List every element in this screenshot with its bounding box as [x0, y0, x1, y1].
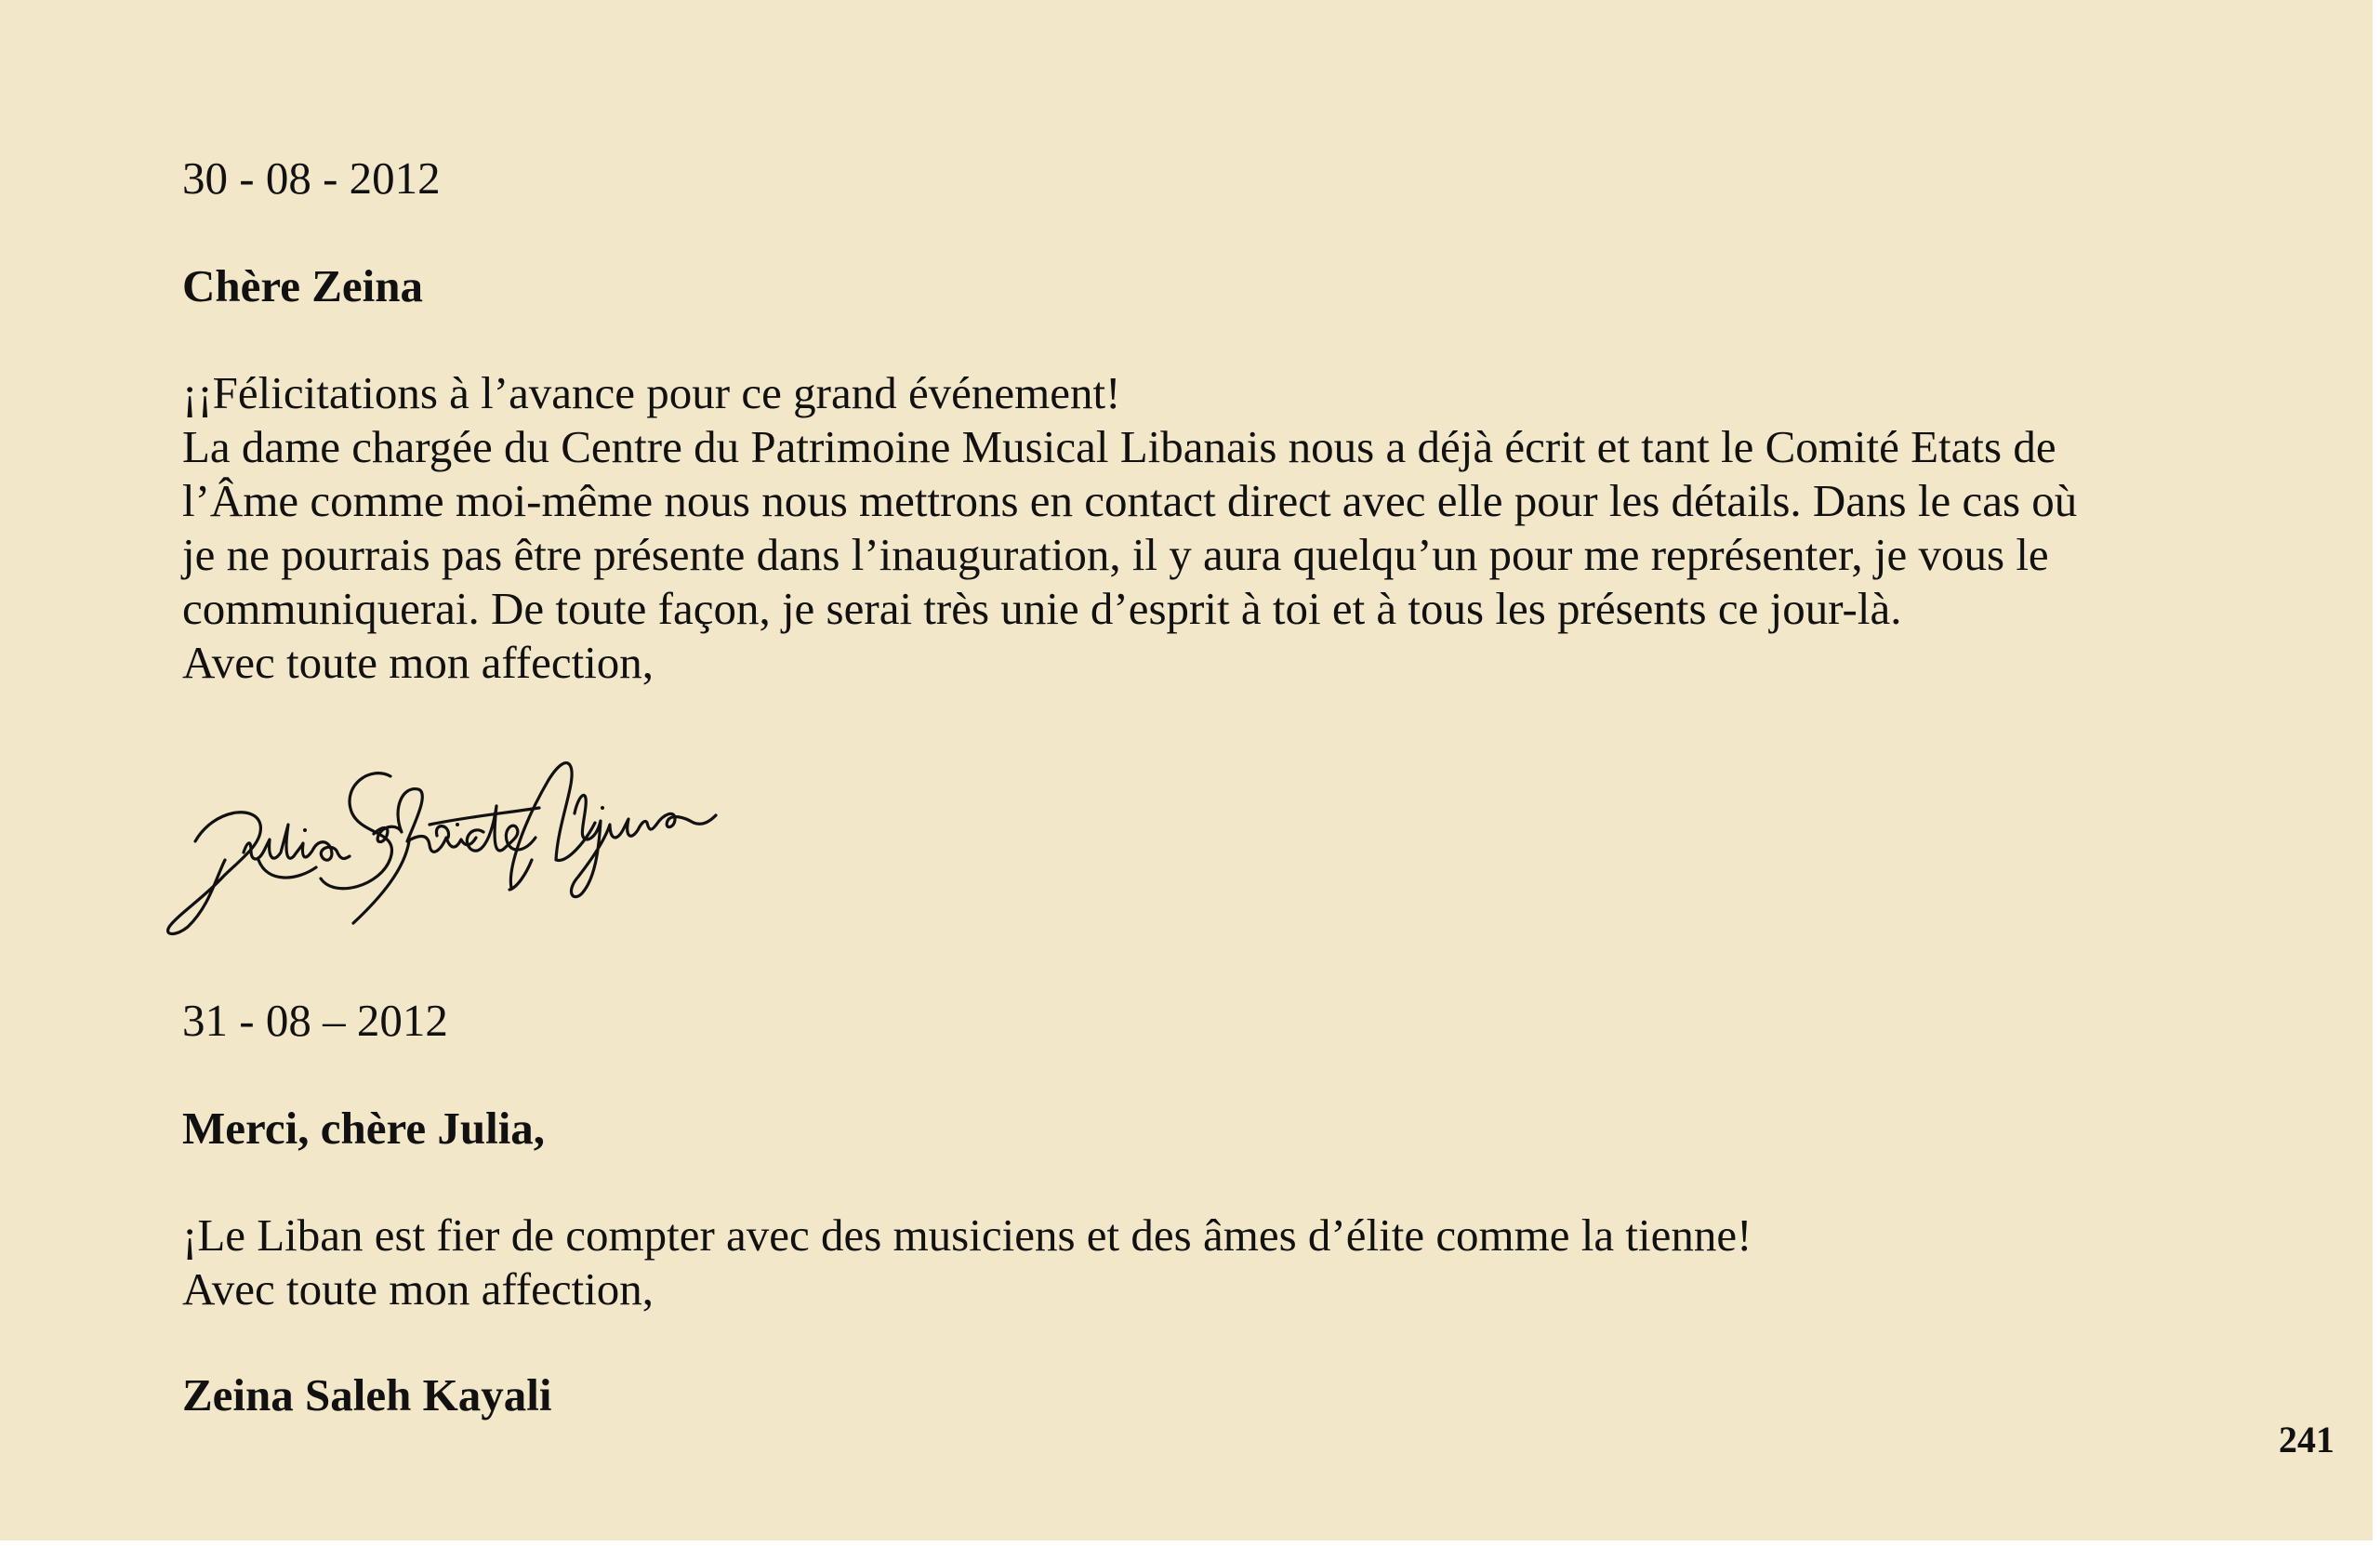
page-number: 241 — [2279, 1419, 2334, 1460]
letter1-body-line: l’Âme comme moi-même nous nous mettrons en contact direct avec elle pour les détails. Dans le cas où — [182, 475, 2078, 526]
letter2-date: 31 - 08 – 2012 — [182, 995, 448, 1046]
letter2-body-line: ¡Le Liban est fier de compter avec des musiciens et des âmes d’élite comme la tienne! — [182, 1209, 1752, 1261]
letter1-body — [182, 366, 2077, 690]
letter2-body — [182, 1209, 1752, 1316]
letter1-closing: Avec toute mon affection, — [182, 637, 654, 688]
letter1-date: 30 - 08 - 2012 — [182, 152, 441, 204]
letter1-body-line: communiquerai. De toute façon, je serai très unie d’esprit à toi et à tous les présents ce jour-là. — [182, 583, 1902, 634]
page-edge-right — [2373, 0, 2380, 1546]
letter2-closing: Avec toute mon affection, — [182, 1263, 654, 1315]
letter2-signer: Zeina Saleh Kayali — [182, 1369, 552, 1420]
signature-image — [158, 720, 753, 944]
letter1-body-line: je ne pourrais pas être présente dans l’inauguration, il y aura quelqu’un pour me représenter, je vous le — [182, 529, 2049, 580]
page-edge-bottom — [0, 1540, 2380, 1546]
letter1-body-line: La dame chargée du Centre du Patrimoine Musical Libanais nous a déjà écrit et tant le Comité Etats de — [182, 421, 2056, 472]
letter2-salutation: Merci, chère Julia, — [182, 1103, 546, 1154]
letter1-salutation: Chère Zeina — [182, 260, 424, 311]
letter1-body-line: ¡¡Félicitations à l’avance pour ce grand événement! — [182, 367, 1121, 418]
